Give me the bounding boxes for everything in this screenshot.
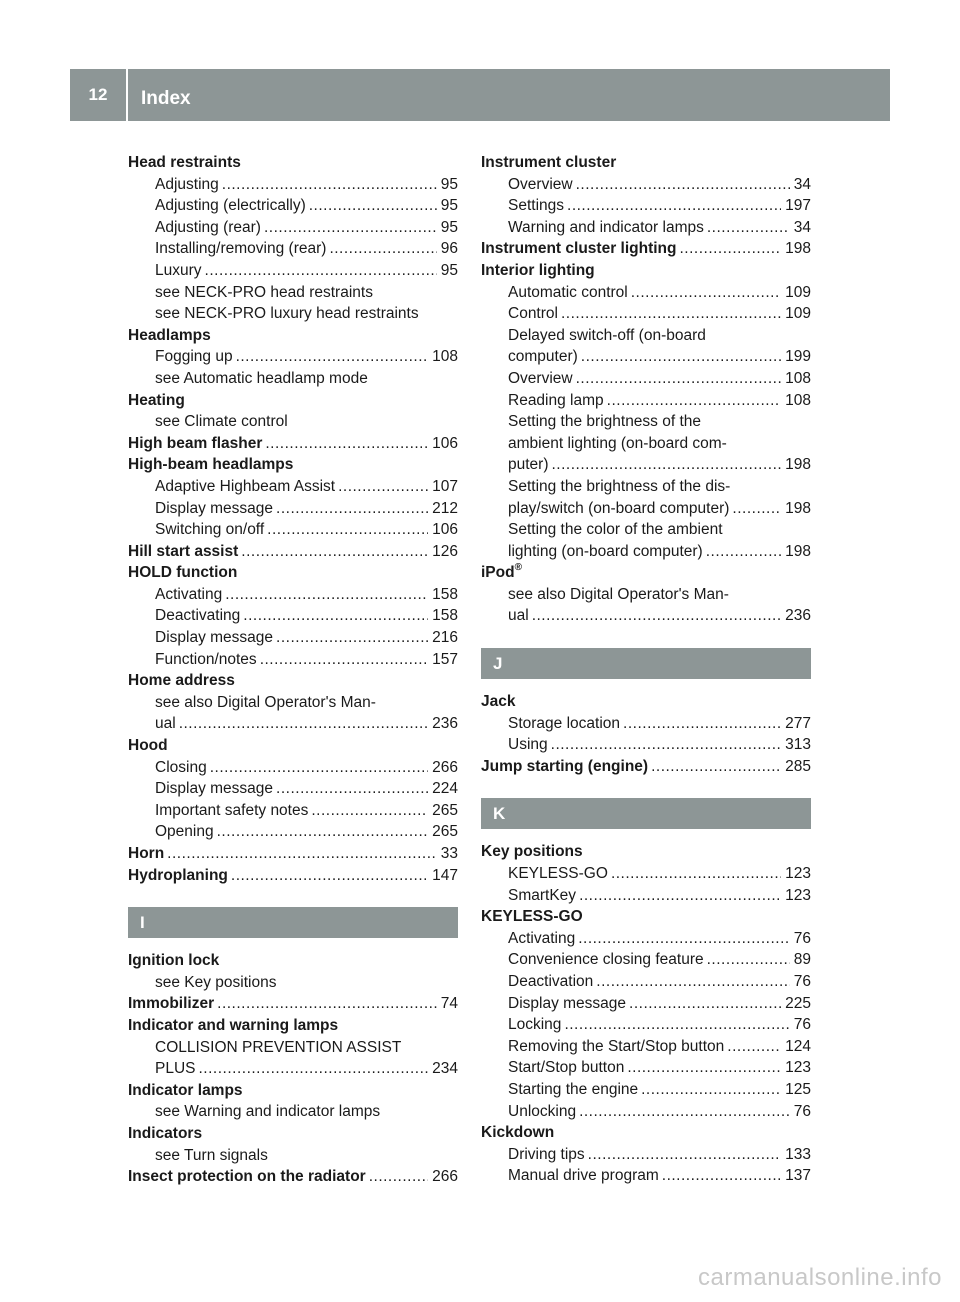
index-subentry-text: see NECK-PRO head restraints bbox=[155, 283, 373, 301]
index-subentry-text: see Key positions bbox=[155, 973, 277, 991]
dot-leader bbox=[576, 368, 782, 390]
index-heading: High-beam headlamps bbox=[128, 456, 294, 474]
dot-leader bbox=[578, 928, 790, 950]
page-reference: 74 bbox=[440, 995, 458, 1013]
dot-leader bbox=[588, 1144, 781, 1166]
index-subentry bbox=[481, 1036, 811, 1058]
index-entry bbox=[128, 541, 458, 563]
page-reference: 108 bbox=[785, 369, 811, 387]
dot-leader bbox=[225, 584, 428, 606]
entry-label: computer) bbox=[508, 348, 578, 366]
page-reference: 277 bbox=[785, 714, 811, 732]
index-entry bbox=[128, 1166, 458, 1188]
entry-label: Settings bbox=[508, 197, 565, 215]
header-divider bbox=[126, 69, 128, 121]
index-subentry bbox=[481, 217, 811, 239]
entry-label: Fogging up bbox=[155, 348, 233, 366]
entry-label: Display message bbox=[155, 629, 274, 647]
index-subentry bbox=[481, 303, 811, 325]
page-reference: 95 bbox=[440, 218, 458, 236]
page-reference: 236 bbox=[432, 715, 458, 733]
entry-label: Opening bbox=[155, 823, 214, 841]
page-reference: 198 bbox=[785, 456, 811, 474]
page-reference: 266 bbox=[432, 1168, 458, 1186]
page-reference: 124 bbox=[785, 1037, 811, 1055]
page-reference: 108 bbox=[785, 391, 811, 409]
page-reference: 198 bbox=[785, 499, 811, 517]
dot-leader bbox=[205, 260, 437, 282]
dot-leader bbox=[199, 1058, 429, 1080]
dot-leader bbox=[564, 1014, 789, 1036]
entry-label: Switching on/off bbox=[155, 521, 265, 539]
index-subentry bbox=[128, 195, 458, 217]
page-reference: 123 bbox=[785, 1059, 811, 1077]
index-subentry bbox=[128, 260, 458, 282]
registered-mark: ® bbox=[514, 562, 522, 574]
dot-leader bbox=[260, 649, 428, 671]
entry-label: Adjusting (rear) bbox=[155, 218, 261, 236]
index-subentry bbox=[481, 1014, 811, 1036]
page-number: 12 bbox=[88, 85, 108, 104]
dot-leader bbox=[167, 843, 437, 865]
page-reference: 158 bbox=[432, 585, 458, 603]
page-reference: 198 bbox=[785, 542, 811, 560]
dot-leader bbox=[579, 885, 781, 907]
page-reference: 133 bbox=[785, 1145, 811, 1163]
entry-label: Reading lamp bbox=[508, 391, 604, 409]
index-subentry bbox=[481, 541, 811, 563]
entry-label: Using bbox=[508, 736, 548, 754]
index-subentry-text: see Automatic headlamp mode bbox=[155, 369, 368, 387]
page-reference: 224 bbox=[432, 780, 458, 798]
index-subentry bbox=[481, 863, 811, 885]
index-entry bbox=[128, 993, 458, 1015]
index-subentry bbox=[128, 1058, 458, 1080]
page-reference: 266 bbox=[432, 758, 458, 776]
entry-label: Closing bbox=[155, 758, 207, 776]
dot-leader bbox=[596, 971, 789, 993]
index-entry bbox=[481, 756, 811, 778]
index-heading: Ignition lock bbox=[128, 952, 220, 970]
entry-label: Manual drive program bbox=[508, 1167, 659, 1185]
entry-label: ual bbox=[155, 715, 176, 733]
index-subentry-text: Setting the brightness of the bbox=[508, 413, 702, 431]
index-heading: Indicator lamps bbox=[128, 1081, 243, 1099]
index-heading-label: iPod bbox=[481, 564, 515, 582]
entry-label: Storage location bbox=[508, 714, 621, 732]
dot-leader bbox=[311, 800, 428, 822]
dot-leader bbox=[579, 1101, 790, 1123]
index-subentry bbox=[128, 757, 458, 779]
entry-label: Activating bbox=[508, 929, 576, 947]
page-reference: 158 bbox=[432, 607, 458, 625]
entry-label: Deactivating bbox=[155, 607, 241, 625]
entry-label: Unlocking bbox=[508, 1102, 577, 1120]
index-entry bbox=[128, 433, 458, 455]
watermark-text: carmanualsonline.info bbox=[698, 1264, 942, 1291]
dot-leader bbox=[727, 1036, 781, 1058]
index-entry bbox=[481, 238, 811, 260]
dot-leader bbox=[551, 734, 781, 756]
index-heading: Instrument cluster bbox=[481, 154, 617, 171]
index-subentry bbox=[128, 800, 458, 822]
dot-leader bbox=[651, 756, 781, 778]
index-heading: Jack bbox=[481, 693, 516, 711]
index-subentry bbox=[128, 649, 458, 671]
index-subentry bbox=[481, 734, 811, 756]
dot-leader bbox=[707, 949, 790, 971]
index-subentry-text: Setting the color of the ambient bbox=[508, 521, 723, 539]
page-reference: 198 bbox=[785, 240, 811, 258]
entry-label: Function/notes bbox=[155, 650, 257, 668]
index-heading: Interior lighting bbox=[481, 261, 595, 279]
page-reference: 106 bbox=[432, 521, 458, 539]
page-reference: 126 bbox=[432, 542, 458, 560]
index-subentry-text: Setting the brightness of the dis- bbox=[508, 477, 731, 495]
index-subentry bbox=[481, 971, 811, 993]
page-reference: 95 bbox=[440, 197, 458, 215]
dot-leader bbox=[561, 303, 781, 325]
dot-leader bbox=[611, 863, 781, 885]
page-reference: 107 bbox=[432, 477, 458, 495]
page-reference: 265 bbox=[432, 823, 458, 841]
index-subentry bbox=[128, 346, 458, 368]
index-heading: Indicator and warning lamps bbox=[128, 1016, 339, 1034]
index-heading bbox=[481, 562, 811, 584]
dot-leader bbox=[243, 605, 428, 627]
index-heading: KEYLESS-GO bbox=[481, 908, 583, 926]
entry-label: Deactivation bbox=[508, 973, 594, 990]
dot-leader bbox=[236, 346, 429, 368]
index-subentry bbox=[128, 821, 458, 843]
dot-leader bbox=[222, 174, 437, 196]
dot-leader bbox=[706, 541, 781, 563]
dot-leader bbox=[732, 498, 781, 520]
entry-label: Display message bbox=[155, 780, 274, 798]
entry-label: play/switch (on-board computer) bbox=[508, 499, 730, 517]
index-subentry bbox=[128, 519, 458, 541]
index-subentry bbox=[128, 498, 458, 520]
page-reference: 225 bbox=[785, 994, 811, 1012]
entry-label: PLUS bbox=[155, 1060, 196, 1078]
index-subentry-text: see Climate control bbox=[155, 413, 288, 431]
dot-leader bbox=[210, 757, 428, 779]
dot-leader bbox=[552, 454, 782, 476]
dot-leader bbox=[629, 993, 781, 1015]
index-subentry bbox=[481, 993, 811, 1015]
index-subentry bbox=[481, 605, 811, 627]
entry-label: Display message bbox=[155, 499, 274, 517]
page-reference: 285 bbox=[785, 757, 811, 775]
index-heading: Indicators bbox=[128, 1124, 203, 1142]
entry-label: Jump starting (engine) bbox=[481, 757, 649, 775]
dot-leader bbox=[309, 195, 437, 217]
index-subentry-text: see also Digital Operator's Man- bbox=[508, 585, 729, 603]
dot-leader bbox=[329, 238, 436, 260]
index-subentry bbox=[481, 346, 811, 368]
entry-label: ual bbox=[508, 607, 529, 625]
index-subentry bbox=[481, 928, 811, 950]
index-subentry bbox=[481, 282, 811, 304]
entry-label: Hill start assist bbox=[128, 542, 239, 560]
index-subentry bbox=[128, 476, 458, 498]
index-subentry bbox=[481, 454, 811, 476]
page-reference: 197 bbox=[785, 197, 811, 215]
entry-label: Important safety notes bbox=[155, 801, 309, 819]
index-heading: Headlamps bbox=[128, 326, 211, 344]
dot-leader bbox=[679, 238, 781, 260]
index-column-left bbox=[128, 152, 458, 1188]
entry-label: Horn bbox=[128, 845, 165, 862]
dot-leader bbox=[265, 433, 428, 455]
page-reference: 157 bbox=[432, 650, 458, 668]
index-subentry-text: Delayed switch-off (on-board bbox=[508, 326, 706, 344]
index-column-right bbox=[481, 152, 811, 1187]
index-subentry bbox=[481, 390, 811, 412]
page-reference: 109 bbox=[785, 305, 811, 323]
index-subentry bbox=[481, 368, 811, 390]
dot-leader bbox=[338, 476, 428, 498]
entry-label: Starting the engine bbox=[508, 1080, 639, 1098]
index-subentry bbox=[481, 174, 811, 196]
dot-leader bbox=[369, 1166, 428, 1188]
dot-leader bbox=[567, 195, 781, 217]
index-subentry bbox=[481, 949, 811, 971]
dot-leader bbox=[264, 217, 437, 239]
index-subentry-text: ambient lighting (on-board com- bbox=[508, 434, 727, 452]
entry-label: KEYLESS-GO bbox=[508, 865, 608, 883]
dot-leader bbox=[276, 498, 428, 520]
index-heading: HOLD function bbox=[128, 564, 238, 582]
dot-leader bbox=[217, 821, 429, 843]
page-reference: 34 bbox=[793, 175, 811, 193]
entry-label: Control bbox=[508, 305, 558, 323]
index-heading: Head restraints bbox=[128, 154, 241, 171]
page-reference: 236 bbox=[785, 607, 811, 625]
dot-leader bbox=[581, 346, 781, 368]
page-reference: 108 bbox=[432, 348, 458, 366]
entry-label: Immobilizer bbox=[128, 995, 215, 1013]
index-entry bbox=[128, 843, 458, 865]
dot-leader bbox=[662, 1165, 781, 1187]
page-reference: 216 bbox=[432, 629, 458, 647]
page-reference: 212 bbox=[432, 499, 458, 517]
dot-leader bbox=[179, 713, 428, 735]
dot-leader bbox=[707, 217, 790, 239]
section-letter-heading: J bbox=[481, 648, 811, 679]
page-reference: 109 bbox=[785, 283, 811, 301]
page-reference: 34 bbox=[793, 218, 811, 236]
entry-label: Adjusting bbox=[155, 175, 219, 193]
page-reference: 234 bbox=[432, 1060, 458, 1078]
entry-label: High beam flasher bbox=[128, 434, 263, 452]
index-subentry bbox=[128, 605, 458, 627]
page-reference: 147 bbox=[432, 866, 458, 884]
page-reference: 137 bbox=[785, 1167, 811, 1185]
index-subentry bbox=[481, 195, 811, 217]
index-subentry bbox=[128, 174, 458, 196]
entry-label: Driving tips bbox=[508, 1145, 585, 1163]
index-subentry-text: COLLISION PREVENTION ASSIST bbox=[155, 1038, 402, 1056]
index-subentry bbox=[481, 885, 811, 907]
entry-label: Automatic control bbox=[508, 283, 628, 301]
entry-label: Overview bbox=[508, 369, 573, 387]
entry-label: puter) bbox=[508, 456, 549, 474]
entry-label: Start/Stop button bbox=[508, 1059, 625, 1077]
entry-label: Convenience closing feature bbox=[508, 951, 704, 969]
page-reference: 76 bbox=[793, 929, 811, 947]
entry-label: Insect protection on the radiator bbox=[128, 1168, 366, 1186]
index-subentry bbox=[481, 1101, 811, 1123]
page-reference: 33 bbox=[440, 845, 458, 862]
index-heading: Heating bbox=[128, 391, 185, 409]
section-letter-heading: K bbox=[481, 798, 811, 829]
dot-leader bbox=[631, 282, 781, 304]
page-reference: 125 bbox=[785, 1080, 811, 1098]
entry-label: Activating bbox=[155, 585, 223, 603]
index-subentry-text: see Turn signals bbox=[155, 1146, 268, 1164]
index-subentry-text: see NECK-PRO luxury head restraints bbox=[155, 305, 419, 323]
index-subentry bbox=[128, 217, 458, 239]
dot-leader bbox=[276, 627, 428, 649]
index-heading: Kickdown bbox=[481, 1124, 555, 1142]
dot-leader bbox=[623, 713, 781, 735]
index-subentry bbox=[128, 713, 458, 735]
page-title: Index bbox=[141, 88, 191, 109]
page-reference: 313 bbox=[785, 736, 811, 754]
index-subentry bbox=[481, 1057, 811, 1079]
dot-leader bbox=[532, 605, 781, 627]
page-reference: 95 bbox=[440, 175, 458, 193]
entry-label: Warning and indicator lamps bbox=[508, 218, 704, 236]
page-reference: 76 bbox=[793, 1016, 811, 1034]
page-reference: 123 bbox=[785, 865, 811, 883]
dot-leader bbox=[217, 993, 437, 1015]
entry-label: Installing/removing (rear) bbox=[155, 240, 327, 258]
entry-label: Instrument cluster lighting bbox=[481, 240, 677, 258]
index-heading: Home address bbox=[128, 672, 235, 690]
index-subentry bbox=[481, 1079, 811, 1101]
dot-leader bbox=[276, 778, 428, 800]
page-reference: 265 bbox=[432, 801, 458, 819]
dot-leader bbox=[267, 519, 428, 541]
index-subentry bbox=[481, 498, 811, 520]
entry-label: Removing the Start/Stop button bbox=[508, 1037, 725, 1055]
section-letter-heading: I bbox=[128, 907, 458, 938]
dot-leader bbox=[627, 1057, 781, 1079]
dot-leader bbox=[576, 174, 790, 196]
entry-label: Adaptive Highbeam Assist bbox=[155, 477, 336, 495]
index-subentry bbox=[481, 1165, 811, 1187]
page-header-bar bbox=[70, 69, 890, 121]
index-subentry bbox=[481, 713, 811, 735]
entry-label: Locking bbox=[508, 1016, 562, 1034]
index-entry bbox=[128, 865, 458, 887]
entry-label: Adjusting (electrically) bbox=[155, 197, 306, 215]
dot-leader bbox=[241, 541, 428, 563]
entry-label: lighting (on-board computer) bbox=[508, 542, 703, 560]
index-subentry-text: see also Digital Operator's Man- bbox=[155, 693, 376, 711]
page-reference: 96 bbox=[440, 240, 458, 258]
index-subentry bbox=[128, 778, 458, 800]
entry-label: SmartKey bbox=[508, 886, 577, 904]
index-subentry bbox=[128, 627, 458, 649]
entry-label: Hydroplaning bbox=[128, 866, 228, 884]
page-reference: 106 bbox=[432, 434, 458, 452]
index-subentry bbox=[481, 1144, 811, 1166]
entry-label: Display message bbox=[508, 994, 627, 1012]
dot-leader bbox=[607, 390, 781, 412]
page-reference: 123 bbox=[785, 886, 811, 904]
entry-label: Luxury bbox=[155, 261, 202, 279]
page-reference: 199 bbox=[785, 348, 811, 366]
index-subentry bbox=[128, 238, 458, 260]
dot-leader bbox=[231, 865, 428, 887]
index-subentry-text: see Warning and indicator lamps bbox=[155, 1103, 381, 1121]
page-reference: 95 bbox=[440, 261, 458, 279]
page-reference: 76 bbox=[793, 1102, 811, 1120]
entry-label: Overview bbox=[508, 175, 573, 193]
page-reference: 89 bbox=[793, 951, 811, 969]
page-reference: 76 bbox=[793, 973, 811, 990]
dot-leader bbox=[641, 1079, 781, 1101]
index-subentry bbox=[128, 584, 458, 606]
index-heading: Key positions bbox=[481, 843, 583, 861]
index-heading: Hood bbox=[128, 737, 168, 755]
